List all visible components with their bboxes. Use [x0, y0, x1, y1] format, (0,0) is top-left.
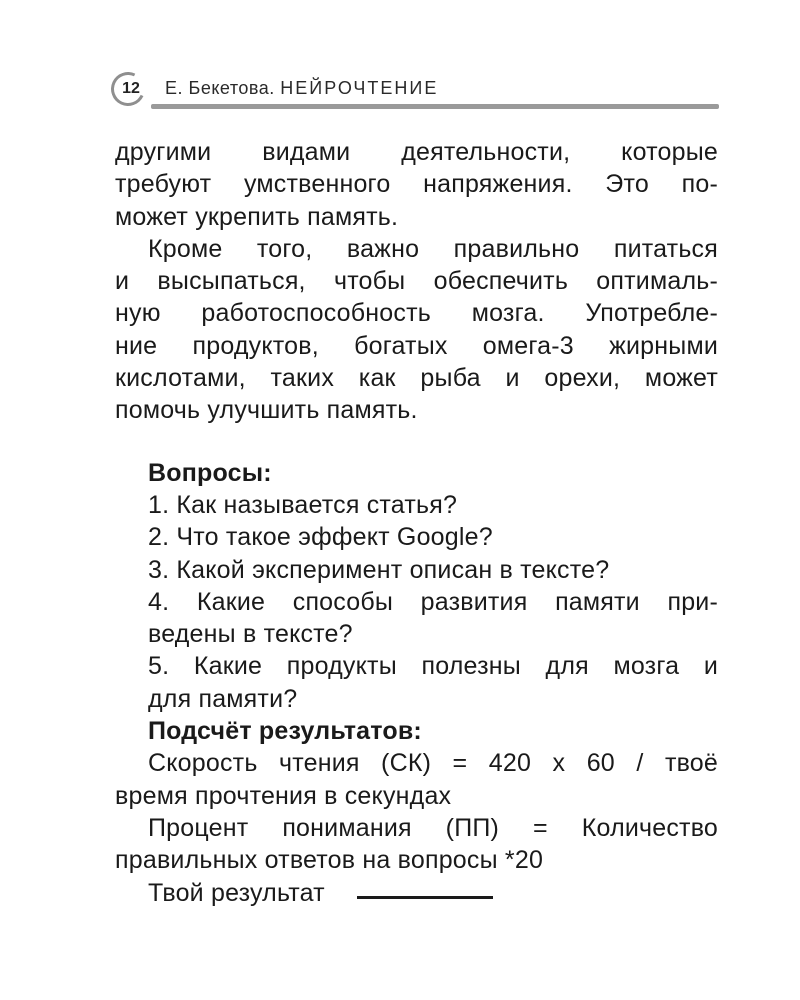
text-line: ную работоспособность мозга. Употребле-	[115, 299, 718, 328]
your-result-row	[115, 877, 718, 909]
text-line: помочь улучшить память.	[115, 396, 418, 425]
text-line: и высыпаться, чтобы обеспечить оптималь-	[115, 267, 718, 296]
text-line: ние продуктов, богатых омега-3 жирными	[115, 331, 718, 360]
question-line: 2. Что такое эффект Google?	[148, 523, 493, 552]
question-line: 5. Какие продукты полезны для мозга и	[148, 652, 718, 681]
text-line: может укрепить память.	[115, 202, 399, 231]
question-line: 3. Какой эксперимент описан в тексте?	[148, 555, 610, 584]
question-line: ведены в тексте?	[148, 620, 353, 649]
questions-heading: Вопросы:	[148, 458, 272, 487]
page-content	[115, 136, 718, 909]
question-line: 4. Какие способы развития памяти при-	[148, 587, 718, 616]
text-line: другими видами деятельности, которые	[115, 138, 718, 166]
your-result-label: Твой результат	[148, 878, 325, 907]
question-line: 1. Как называется статья?	[148, 490, 458, 519]
book-title: НЕЙРОЧТЕНИЕ	[280, 78, 439, 98]
results-line: правильных ответов на вопросы *20	[115, 846, 544, 875]
running-title	[165, 78, 438, 99]
text-line: Кроме того, важно правильно питаться	[148, 234, 718, 263]
results-line: Процент понимания (ПП) = Количество	[148, 813, 718, 842]
result-blank-field[interactable]	[357, 896, 493, 899]
text-line: требуют умственного напряжения. Это по-	[115, 170, 718, 199]
results-line: Скорость чтения (СК) = 420 х 60 / твоё	[148, 749, 718, 778]
question-line: для памяти?	[148, 684, 298, 713]
header-divider	[151, 104, 719, 109]
running-header	[111, 70, 720, 110]
page-number: 12	[122, 80, 140, 97]
author-name: Е. Бекетова.	[165, 78, 275, 98]
results-heading: Подсчёт результатов:	[148, 717, 422, 746]
results-line: время прочтения в секундах	[115, 781, 452, 810]
text-line: кислотами, таких как рыба и орехи, может	[115, 364, 718, 393]
